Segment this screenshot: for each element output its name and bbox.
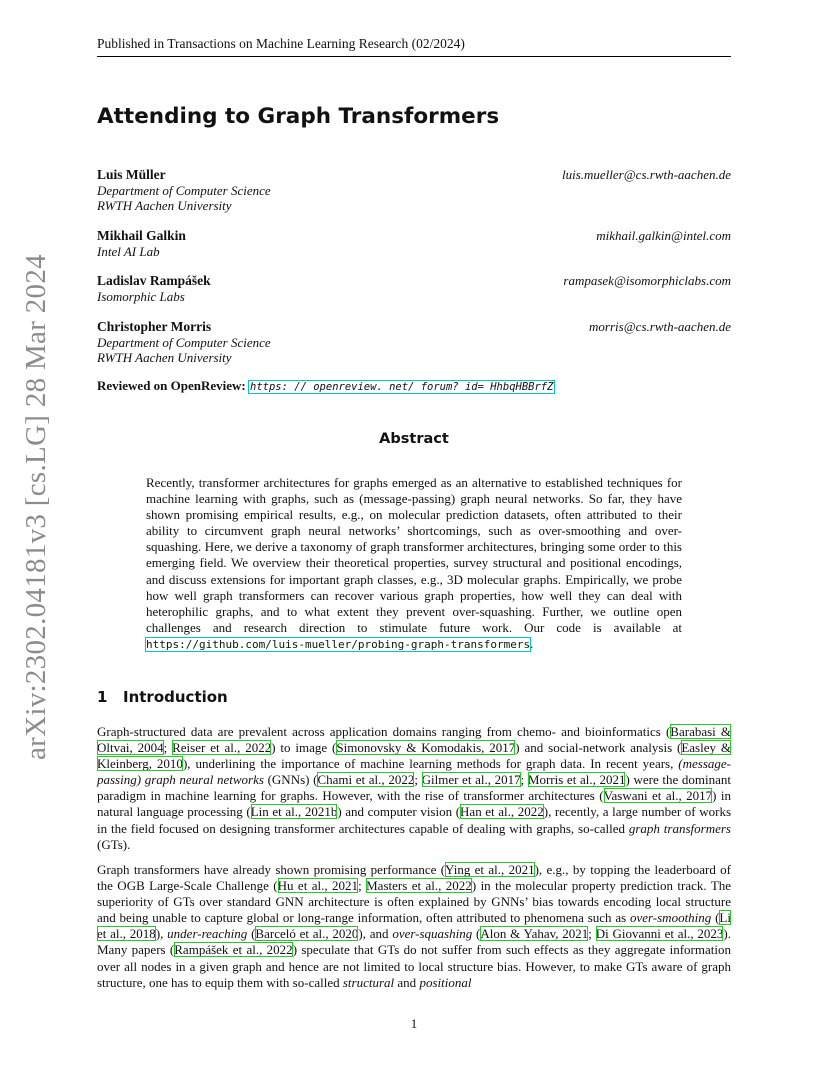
citation-link[interactable]: Barceló et al., 2020 bbox=[255, 926, 359, 942]
author-email[interactable]: morris@cs.rwth-aachen.de bbox=[589, 319, 731, 334]
emphasis: (message-passing) graph neural networks bbox=[97, 756, 732, 788]
page-number: 1 bbox=[410, 1016, 418, 1031]
review-line bbox=[97, 378, 554, 394]
section-title: Introduction bbox=[123, 688, 228, 706]
citation-link[interactable]: Lin et al., 2021b bbox=[250, 804, 338, 820]
citation-link[interactable]: Chami et al., 2022 bbox=[317, 772, 415, 788]
abstract-end: . bbox=[530, 635, 534, 651]
text-run: ) were the dominant paradigm in machine learning for graphs. However, with the rise of transformer architectures ( bbox=[97, 772, 731, 804]
citation-link[interactable]: Masters et al., 2022 bbox=[366, 878, 472, 894]
author-name: Mikhail Galkin bbox=[97, 228, 186, 243]
abstract-body bbox=[146, 475, 682, 653]
text-run: ) in the molecular property prediction track. The superiority of GTs over standard GNN architecture is often explained by GNNs’ bias towards encoding local structure and being unable to capture global or long-range information, often attributed to phenomena such as bbox=[97, 878, 732, 926]
text-run: ), e.g., by topping the leaderboard of the OGB Large-Scale Challenge ( bbox=[97, 862, 732, 894]
text-run: ), and bbox=[358, 926, 393, 942]
emphasis: structural bbox=[342, 974, 395, 990]
citation-link[interactable]: Alon & Yahav, 2021 bbox=[480, 926, 589, 942]
author-name: Christopher Morris bbox=[97, 319, 212, 334]
text-run: and bbox=[394, 974, 420, 990]
text-run: ( bbox=[472, 926, 481, 942]
text-run: ; bbox=[163, 740, 173, 756]
author-email[interactable]: rampasek@isomorphiclabs.com bbox=[563, 273, 731, 288]
arxiv-identifier: arXiv:2302.04181v3 [cs.LG] 28 Mar 2024 bbox=[20, 254, 52, 760]
section-heading bbox=[97, 688, 228, 706]
author-email[interactable]: luis.mueller@cs.rwth-aachen.de bbox=[561, 167, 731, 182]
citation-link[interactable]: Rampášek et al., 2022 bbox=[174, 942, 293, 958]
intro-paragraph-1 bbox=[97, 724, 731, 853]
section-number: 1 bbox=[97, 688, 108, 706]
emphasis: graph transformers bbox=[628, 820, 731, 836]
citation-link[interactable]: Gilmer et al., 2017 bbox=[421, 772, 521, 788]
text-run: ), bbox=[155, 926, 168, 942]
text-run: ( bbox=[711, 910, 720, 926]
author-block bbox=[97, 319, 731, 366]
text-run: ) to image ( bbox=[271, 740, 337, 756]
author-block bbox=[97, 273, 731, 304]
citation-link[interactable]: Ying et al., 2021 bbox=[445, 862, 535, 877]
emphasis: over-smoothing bbox=[629, 910, 712, 926]
code-link[interactable]: https://github.com/luis-mueller/probing-graph-transformers bbox=[146, 637, 531, 651]
author-name: Luis Müller bbox=[97, 167, 166, 182]
text-run: ) in natural language processing ( bbox=[97, 788, 731, 820]
emphasis: positional bbox=[419, 974, 472, 990]
citation-link[interactable]: Li et al., 2018 bbox=[97, 910, 731, 942]
citation-link[interactable]: Easley & Kleinberg, 2010 bbox=[97, 740, 731, 772]
citation-link[interactable]: Morris et al., 2021 bbox=[527, 772, 626, 788]
openreview-link[interactable]: https: // openreview. net/ forum? id= HhbqHBBrfZ bbox=[250, 381, 554, 393]
emphasis: over-squashing bbox=[392, 926, 473, 942]
author-name: Ladislav Rampášek bbox=[97, 273, 211, 288]
text-run: ), recently, a large number of works in the field focused on designing transformer architectures capable of dealing with graphs, so-called bbox=[97, 804, 731, 836]
text-run: ) speculate that GTs do not suffer from such effects as they aggregate information over all nodes in a given graph and hence are not limited to local structure bias. However, to make GTs aware of graph structure, one has to equip them with so-called bbox=[97, 942, 731, 990]
author-affiliation: Isomorphic Labs bbox=[97, 288, 185, 304]
abstract-heading: Abstract bbox=[379, 431, 449, 447]
paper-title: Attending to Graph Transformers bbox=[97, 104, 500, 129]
text-run: ; bbox=[520, 772, 528, 788]
citation-link[interactable]: Simonovsky & Komodakis, 2017 bbox=[336, 740, 516, 756]
intro-paragraph-2 bbox=[97, 862, 731, 991]
text-run: Graph transformers have already shown promising performance ( bbox=[97, 862, 446, 877]
text-run: ; bbox=[588, 926, 596, 942]
text-run: (GNNs) ( bbox=[263, 772, 318, 788]
emphasis: under-reaching bbox=[167, 926, 248, 942]
citation-link[interactable]: Hu et al., 2021 bbox=[277, 878, 359, 894]
review-label: Reviewed on OpenReview: bbox=[97, 378, 246, 393]
author-affiliation: Intel AI Lab bbox=[97, 243, 160, 259]
text-run: ; bbox=[358, 878, 367, 894]
text-run: ) and computer vision ( bbox=[337, 804, 461, 820]
citation-link[interactable]: Reiser et al., 2022 bbox=[172, 740, 272, 756]
text-run: ; bbox=[414, 772, 422, 788]
author-affiliation: RWTH Aachen University bbox=[97, 350, 232, 365]
author-email[interactable]: mikhail.galkin@intel.com bbox=[596, 228, 731, 243]
citation-link[interactable]: Han et al., 2022 bbox=[460, 804, 544, 820]
text-run: ), underlining the importance of machine learning methods for graph data. In recent years, bbox=[182, 756, 679, 772]
running-header: Published in Transactions on Machine Learning Research (02/2024) bbox=[97, 36, 731, 57]
author-affiliation: Department of Computer Science bbox=[97, 334, 271, 350]
author-affiliation: RWTH Aachen University bbox=[97, 198, 232, 213]
abstract-text: Recently, transformer architectures for graphs emerged as an alternative to established techniques for machine learning with graphs, such as (message-passing) graph neural networks. So far, they have shown promising empirical results, e.g., on molecular prediction datasets, often attributed to their ability to circumvent graph neural networks’ shortcomings, such as over-smoothing and over-squashing. Here, we derive a taxonomy of graph transformer architectures, bringing some order to this emerging field. We overview their theoretical properties, survey structural and positional encodings, and discuss extensions for important graph classes, e.g., 3D molecular graphs. Empirically, we probe how well graph transformers can recover various graph properties, how well they can deal with heterophilic graphs, and to what extent they prevent over-squashing. Further, we outline open challenges and research direction to stimulate future work. Our code is available at bbox=[146, 475, 682, 635]
author-block bbox=[97, 228, 731, 259]
text-run: ( bbox=[247, 926, 256, 942]
citation-link[interactable]: Barabasi & Oltvai, 2004 bbox=[97, 724, 732, 756]
text-run: ). Many papers ( bbox=[97, 926, 731, 958]
text-run: ) and social-network analysis ( bbox=[515, 740, 682, 756]
text-run: Graph-structured data are prevalent across application domains ranging from chemo- and bioinformatics ( bbox=[97, 724, 671, 739]
citation-link[interactable]: Vaswani et al., 2017 bbox=[603, 788, 713, 804]
author-block bbox=[97, 167, 731, 214]
author-affiliation: Department of Computer Science bbox=[97, 182, 271, 198]
text-run: (GTs). bbox=[97, 836, 131, 852]
citation-link[interactable]: Di Giovanni et al., 2023 bbox=[595, 926, 724, 942]
